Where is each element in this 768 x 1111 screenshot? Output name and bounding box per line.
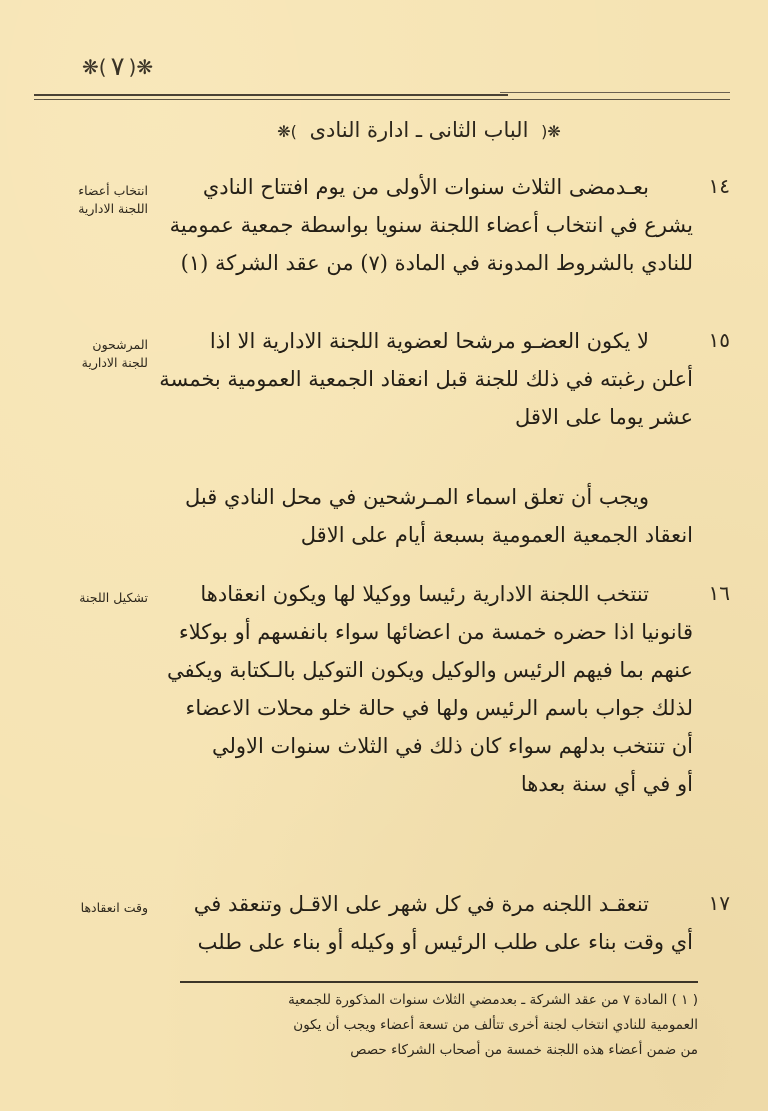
- side-note-line: للجنة الادارية: [81, 355, 148, 370]
- page-number: [82, 52, 153, 82]
- side-note: [28, 336, 148, 372]
- article-number: ١٥: [708, 328, 730, 352]
- footnote-line: العمومية للنادي انتخاب لجنة أخرى تتألف من تسعة أعضاء ويجب أن يكون: [293, 1017, 698, 1033]
- text-line: ويجب أن تعلق اسماء المـرشحين في محل النادي قبل: [185, 485, 649, 509]
- ornament-icon: ❋(: [541, 122, 561, 141]
- side-note-line: تشكيل اللجنة: [79, 590, 148, 605]
- article-body: [159, 322, 693, 436]
- side-note-line: وقت انعقادها: [80, 900, 148, 915]
- header-rule: [34, 99, 730, 100]
- side-note: [28, 589, 148, 607]
- footnote-line: ( ١ ) المادة ٧ من عقد الشركة ـ بعدمضي الثلاث سنوات المذكورة للجمعية: [288, 992, 698, 1008]
- header-rule: [500, 92, 730, 93]
- footnote: [178, 988, 698, 1063]
- ornament-icon: )❋: [82, 55, 107, 79]
- text-line: للنادي بالشروط المدونة في المادة (٧) من عقد الشركة (١): [180, 251, 693, 275]
- article-body: [169, 168, 693, 282]
- article-body: [173, 885, 693, 961]
- side-note-line: انتخاب أعضاء: [78, 183, 148, 198]
- text-line: أي وقت بناء على طلب الرئيس أو وكيله أو بناء على طلب: [197, 930, 693, 954]
- article-number: ١٦: [708, 581, 730, 605]
- text-line: قانونيا اذا حضره خمسة من اعضائها سواء بانفسهم أو بوكلاء: [178, 620, 693, 644]
- text-line: يشرع في انتخاب أعضاء اللجنة سنويا بواسطة جمعية عمومية: [169, 213, 693, 237]
- article-number: ١٤: [708, 174, 730, 198]
- text-line: لا يكون العضـو مرشحا لعضوية اللجنة الادارية الا اذا: [209, 329, 649, 353]
- footnote-line: من ضمن أعضاء هذه اللجنة خمسة من أصحاب الشركاء حصص: [350, 1042, 698, 1058]
- page-number-value: ٧: [110, 52, 125, 82]
- chapter-title: [0, 118, 768, 142]
- header-rule: [34, 94, 508, 96]
- side-note: [28, 899, 148, 917]
- text-line: انعقاد الجمعية العمومية بسبعة أيام على الاقل: [300, 523, 693, 547]
- chapter-title-text: الباب الثانى ـ ادارة النادى: [309, 118, 529, 142]
- text-line: بعـدمضى الثلاث سنوات الأولى من يوم افتتاح النادي: [202, 175, 649, 199]
- text-line: أعلن رغبته في ذلك للجنة قبل انعقاد الجمعية العمومية بخمسة: [159, 367, 693, 391]
- text-line: عشر يوما على الاقل: [515, 405, 693, 429]
- side-note: [28, 182, 148, 218]
- footnote-rule: [180, 981, 698, 983]
- text-line: تنعقـد اللجنه مرة في كل شهر على الاقـل وتنعقد في: [193, 892, 649, 916]
- article-number: ١٧: [708, 891, 730, 915]
- side-note-line: المرشحون: [92, 337, 148, 352]
- article-body: [166, 575, 693, 803]
- text-line: تنتخب اللجنة الادارية رئيسا ووكيلا لها ويكون انعقادها: [200, 582, 649, 606]
- ornament-icon: ❋(: [128, 55, 154, 79]
- text-line: لذلك جواب باسم الرئيس ولها في حالة خلو محلات الاعضاء: [185, 696, 693, 720]
- ornament-icon: )❋: [277, 122, 297, 141]
- text-line: أن تنتخب بدلهم سواء كان ذلك في الثلاث سنوات الاولي: [211, 734, 693, 758]
- side-note-line: اللجنة الادارية: [78, 201, 148, 216]
- text-line: أو في أي سنة بعدها: [520, 772, 693, 796]
- text-line: عنهم بما فيهم الرئيس والوكيل ويكون التوكيل بالـكتابة ويكفي: [166, 658, 693, 682]
- article-body: [173, 478, 693, 554]
